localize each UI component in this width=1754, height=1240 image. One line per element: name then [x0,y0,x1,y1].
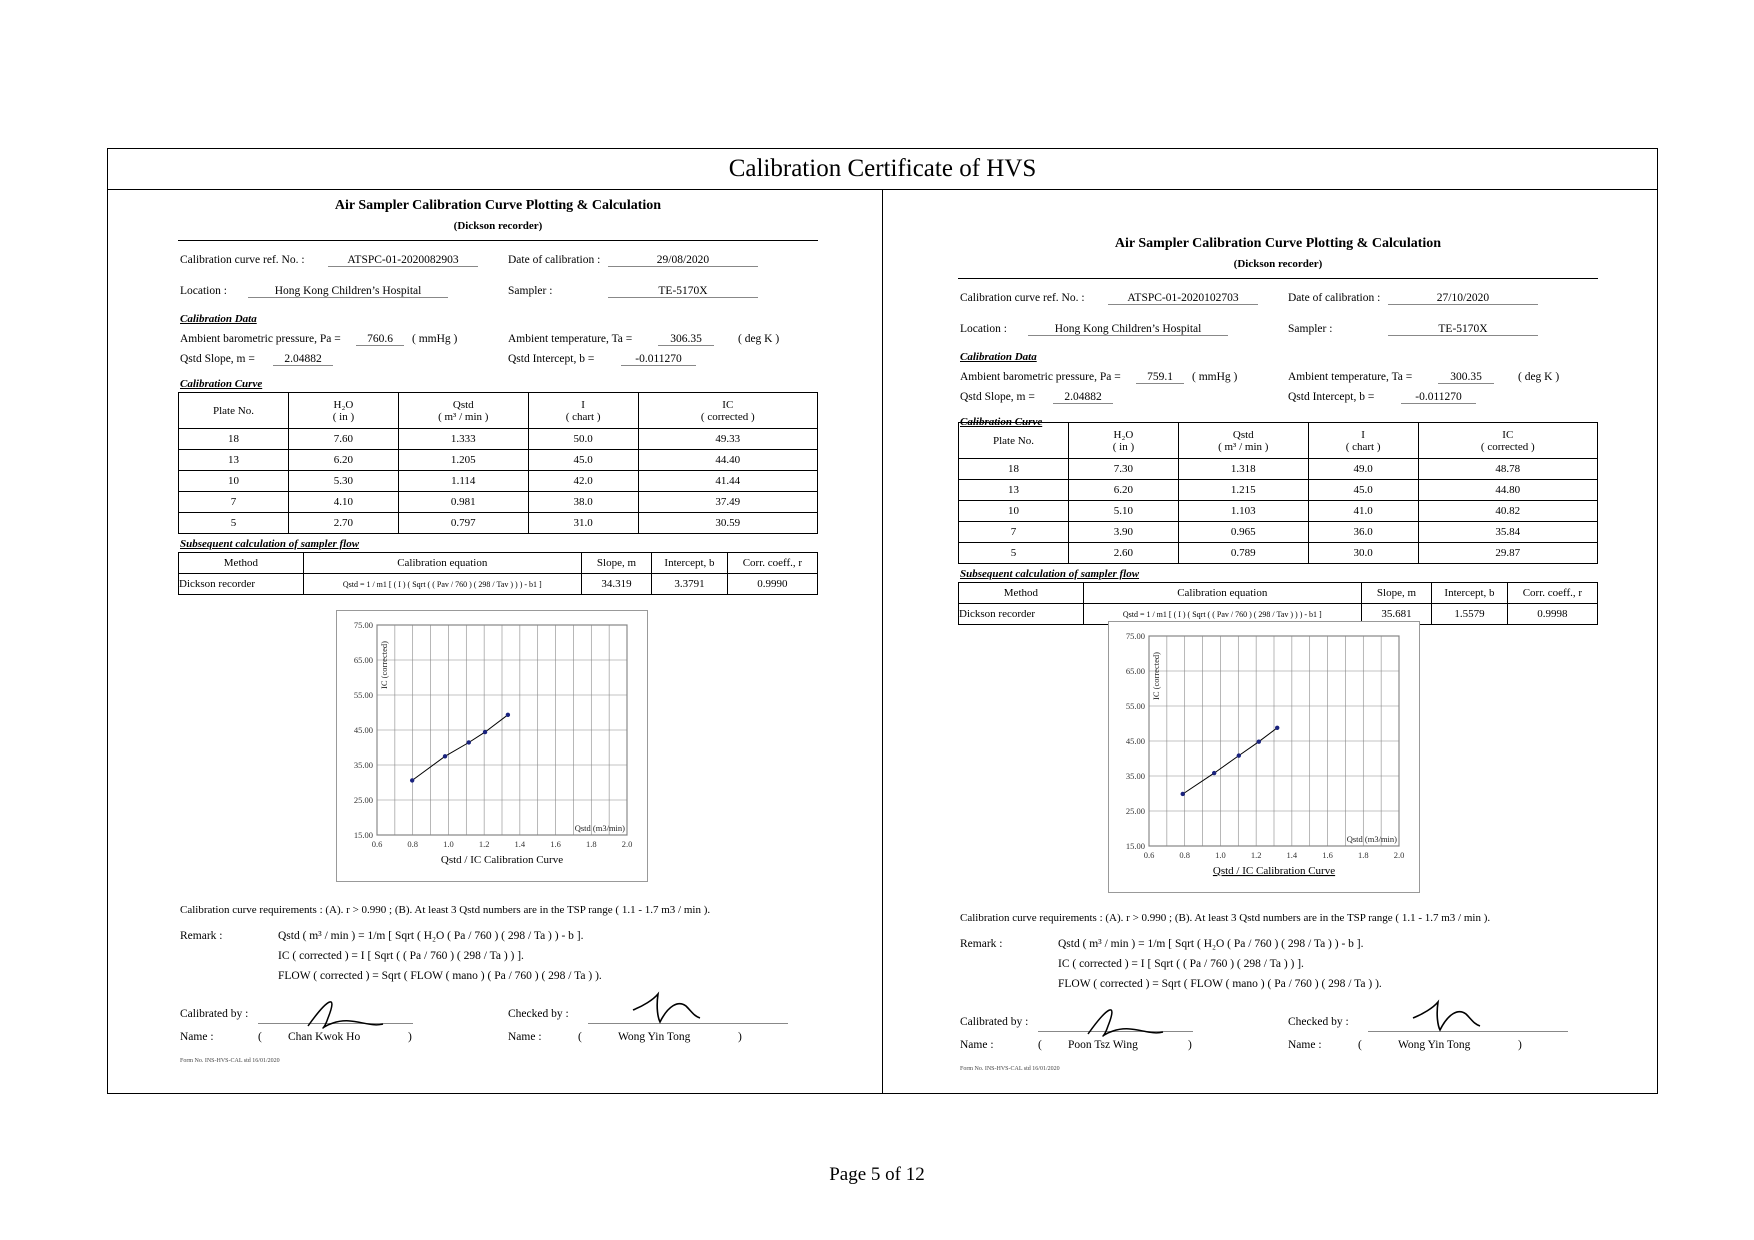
calibrated-name-open: ( [1038,1039,1042,1051]
column-name: Plate No. [213,404,254,417]
pressure-value: 759.1 [1136,371,1184,384]
sampler-label: Sampler : [1288,323,1333,335]
y-tick-label: 15.00 [1125,841,1145,851]
calibration-col-header [638,393,817,429]
remark-flow: FLOW ( corrected ) = Sqrt ( FLOW ( mano ) ( Pa / 760 ) ( 298 / Ta ) ). [1058,978,1382,990]
checked-name-open: ( [1358,1039,1362,1051]
data-point [1212,771,1216,775]
document-title: Calibration Certificate of HVS [108,149,1657,190]
table-row [179,450,818,471]
table-cell: 7.30 [1068,459,1178,480]
table-cell: 35.84 [1418,522,1597,543]
table-cell: 29.87 [1418,543,1597,564]
temperature-label: Ambient temperature, Ta = [508,333,633,345]
flow-col-header: Method [179,553,304,574]
subsequent-calc-heading: Subsequent calculation of sampler flow [180,538,360,550]
remark-ic: IC ( corrected ) = I [ Sqrt ( ( Pa / 760 ) ( 298 / Ta ) ) ]. [1058,958,1304,970]
flow-col-header: Slope, m [1361,583,1431,604]
flow-cell: 35.681 [1361,604,1431,625]
y-tick-label: 65.00 [353,655,373,665]
y-tick-label: 25.00 [1125,806,1145,816]
calibrated-name-label: Name : [180,1031,214,1043]
table-cell: 0.797 [398,513,528,534]
table-cell: 6.20 [288,450,398,471]
flow-col-header: Calibration equation [1083,583,1361,604]
location-label: Location : [960,323,1007,335]
curve-ref-label: Calibration curve ref. No. : [180,254,305,266]
x-tick-label: 1.8 [1357,850,1369,860]
table-cell: 44.40 [638,450,817,471]
table-cell: 30.59 [638,513,817,534]
pressure-unit: ( mmHg ) [412,333,458,345]
flow-cell: Dickson recorder [959,604,1084,625]
y-tick-label: 65.00 [1125,666,1145,676]
table-cell: 18 [179,429,289,450]
pressure-unit: ( mmHg ) [1192,371,1238,383]
y-tick-label: 45.00 [1125,736,1145,746]
flow-col-header: Intercept, b [652,553,728,574]
series-line [1183,728,1277,794]
calibrated-by-label: Calibrated by : [960,1016,1029,1028]
table-cell: 37.49 [638,492,817,513]
remark-ic: IC ( corrected ) = I [ Sqrt ( ( Pa / 760 ) ( 298 / Ta ) ) ]. [278,950,524,962]
checked-name-close: ) [1518,1039,1522,1051]
curve-ref-value: ATSPC-01-2020102703 [1108,292,1258,305]
column-name: I [581,398,585,411]
panel-divider [882,189,883,1093]
table-cell: 1.318 [1178,459,1308,480]
pressure-label: Ambient barometric pressure, Pa = [180,333,341,345]
page-number: Page 5 of 12 [829,1164,925,1185]
intercept-value: -0.011270 [1401,391,1476,404]
flow-table-header [179,553,818,574]
curve-ref-label: Calibration curve ref. No. : [960,292,1085,304]
calibrated-name-close: ) [408,1031,412,1043]
y-tick-label: 75.00 [353,620,373,630]
table-cell: 45.0 [1308,480,1418,501]
calibrated-by-label: Calibrated by : [180,1008,249,1020]
table-row [179,429,818,450]
calibration-table-body [179,429,818,534]
flow-col-header: Slope, m [581,553,651,574]
y-tick-label: 15.00 [353,830,373,840]
y-tick-label: 55.00 [1125,701,1145,711]
title-rule [178,240,818,241]
chart-title: Qstd / IC Calibration Curve [1212,865,1336,877]
calibrated-by-signature [1078,996,1168,1046]
remark-qstd: Qstd ( m³ / min ) = 1/m [ Sqrt ( H₂O ( Pa / 760 ) ( 298 / Ta ) ) - b ]. [1058,938,1364,950]
checked-by-label: Checked by : [508,1008,569,1020]
calibration-col-header [528,393,638,429]
x-tick-label: 1.4 [1286,850,1298,860]
table-cell: 13 [959,480,1069,501]
data-point [506,713,510,717]
table-cell: 44.80 [1418,480,1597,501]
y-tick-label: 75.00 [1125,631,1145,641]
date-label: Date of calibration : [508,254,601,266]
table-cell: 1.205 [398,450,528,471]
date-value: 29/08/2020 [608,254,758,267]
column-unit: ( m³ / min ) [1218,440,1269,453]
calibration-panel-2 [958,236,1598,1116]
table-cell: 5 [959,543,1069,564]
calibration-table-header [959,423,1598,459]
column-name: IC [722,398,734,411]
y-tick-label: 55.00 [353,690,373,700]
table-cell: 40.82 [1418,501,1597,522]
data-point [467,740,471,744]
table-cell: 6.20 [1068,480,1178,501]
flow-cell: 3.3791 [652,574,728,595]
x-axis-label: Qstd (m3/min) [1346,834,1397,844]
table-cell: 1.333 [398,429,528,450]
table-cell: 7 [959,522,1069,543]
series-line [412,715,508,781]
data-point [1275,726,1279,730]
checked-name: Wong Yin Tong [618,1031,691,1043]
y-tick-label: 25.00 [353,795,373,805]
temperature-unit: ( deg K ) [1518,371,1560,383]
flow-cell: 1.5579 [1432,604,1508,625]
flow-table [178,552,818,595]
table-cell: 41.44 [638,471,817,492]
calibration-data-heading: Calibration Data [180,313,257,325]
flow-table [958,582,1598,625]
x-tick-label: 0.6 [1143,850,1155,860]
checked-name-label: Name : [1288,1039,1322,1051]
slope-label: Qstd Slope, m = [180,353,255,365]
calibration-table-header [179,393,818,429]
x-tick-label: 0.6 [371,839,383,849]
table-row [959,543,1598,564]
table-cell: 0.789 [1178,543,1308,564]
table-row [179,471,818,492]
x-tick-label: 1.6 [550,839,561,849]
calibration-chart-svg [337,611,647,881]
table-cell: 2.60 [1068,543,1178,564]
calibrated-name-label: Name : [960,1039,994,1051]
slope-label: Qstd Slope, m = [960,391,1035,403]
table-cell: 10 [959,501,1069,522]
flow-cell: 0.9990 [727,574,817,595]
calibrated-name-close: ) [1188,1039,1192,1051]
flow-col-header: Corr. coeff., r [1507,583,1597,604]
checked-name: Wong Yin Tong [1398,1039,1471,1051]
column-unit: ( in ) [1112,440,1135,453]
date-label: Date of calibration : [1288,292,1381,304]
calibration-col-header [398,393,528,429]
date-value: 27/10/2020 [1388,292,1538,305]
location-value: Hong Kong Children’s Hospital [1028,323,1228,336]
x-tick-label: 2.0 [1393,850,1405,860]
table-cell: 1.114 [398,471,528,492]
table-cell: 10 [179,471,289,492]
calibration-table [958,422,1598,564]
calibration-col-header [1418,423,1597,459]
table-row [959,501,1598,522]
column-unit: ( m³ / min ) [438,410,489,423]
table-cell: 45.0 [528,450,638,471]
table-cell: 5.10 [1068,501,1178,522]
calibration-col-header [1178,423,1308,459]
x-tick-label: 1.6 [1322,850,1333,860]
calibrated-name-open: ( [258,1031,262,1043]
table-cell: 1.215 [1178,480,1308,501]
column-name: Qstd [1232,428,1254,441]
calibration-panel-1 [178,198,818,1078]
flow-cell: Qstd = 1 / m1 [ ( I ) ( Sqrt ( ( Pav / 760 ) ( 298 / Tav ) ) ) - b1 ] [1083,604,1361,625]
intercept-label: Qstd Intercept, b = [508,353,595,365]
table-row [959,480,1598,501]
x-tick-label: 1.4 [514,839,526,849]
column-name: H₂O [333,398,354,411]
temperature-value: 306.35 [658,333,714,346]
data-point [483,730,487,734]
calibration-curve-heading: Calibration Curve [180,378,263,390]
table-cell: 7.60 [288,429,398,450]
calibration-chart [336,610,648,882]
table-cell: 1.103 [1178,501,1308,522]
remark-qstd: Qstd ( m³ / min ) = 1/m [ Sqrt ( H₂O ( Pa / 760 ) ( 298 / Ta ) ) - b ]. [278,930,584,942]
flow-col-header: Method [959,583,1084,604]
table-cell: 36.0 [1308,522,1418,543]
remark-label: Remark : [960,938,1003,950]
panel-title: Air Sampler Calibration Curve Plotting & Calculation [1114,236,1442,251]
calibration-table-body [959,459,1598,564]
calibration-col-header [1068,423,1178,459]
temperature-unit: ( deg K ) [738,333,780,345]
calibration-col-header [959,423,1069,459]
table-cell: 0.981 [398,492,528,513]
x-tick-label: 1.0 [443,839,454,849]
table-cell: 3.90 [1068,522,1178,543]
table-cell: 5 [179,513,289,534]
flow-table-header [959,583,1598,604]
form-number: Form No. INS-HVS-CAL std 16/01/2020 [180,1058,280,1064]
form-number: Form No. INS-HVS-CAL std 16/01/2020 [960,1066,1060,1072]
pressure-label: Ambient barometric pressure, Pa = [960,371,1121,383]
requirements-text: Calibration curve requirements : (A). r > 0.990 ; (B). At least 3 Qstd numbers are in the TSP range ( 1.1 - 1.7 m3 / min ). [960,912,1491,924]
table-row [179,492,818,513]
table-cell: 13 [179,450,289,471]
table-cell: 41.0 [1308,501,1418,522]
curve-ref-value: ATSPC-01-2020082903 [328,254,478,267]
x-tick-label: 0.8 [1179,850,1191,860]
data-point [1237,753,1241,757]
table-cell: 4.10 [288,492,398,513]
x-tick-label: 2.0 [621,839,633,849]
y-tick-label: 35.00 [353,760,373,770]
x-tick-label: 1.2 [1250,850,1262,860]
panel-subtitle: (Dickson recorder) [453,220,543,232]
calibration-table [178,392,818,534]
table-cell: 30.0 [1308,543,1418,564]
column-unit: ( corrected ) [1480,440,1535,453]
calibrated-by-signature [298,988,388,1038]
column-name: I [1361,428,1365,441]
column-name: Plate No. [993,434,1034,447]
column-name: Qstd [452,398,474,411]
flow-col-header: Corr. coeff., r [727,553,817,574]
sampler-value: TE-5170X [1388,323,1538,336]
checked-by-label: Checked by : [1288,1016,1349,1028]
table-cell: 49.0 [1308,459,1418,480]
calibration-chart-svg [1109,622,1419,892]
x-tick-label: 1.2 [478,839,490,849]
sampler-label: Sampler : [508,285,553,297]
flow-col-header: Intercept, b [1432,583,1508,604]
x-tick-label: 1.0 [1215,850,1226,860]
flow-cell: Qstd = 1 / m1 [ ( I ) ( Sqrt ( ( Pav / 760 ) ( 298 / Tav ) ) ) - b1 ] [303,574,581,595]
subsequent-calc-heading: Subsequent calculation of sampler flow [960,568,1140,580]
flow-col-header: Calibration equation [303,553,581,574]
location-value: Hong Kong Children’s Hospital [248,285,448,298]
calibration-chart [1108,621,1420,893]
flow-cell: Dickson recorder [179,574,304,595]
requirements-text: Calibration curve requirements : (A). r > 0.990 ; (B). At least 3 Qstd numbers are in the TSP range ( 1.1 - 1.7 m3 / min ). [180,904,711,916]
calibration-data-heading: Calibration Data [960,351,1037,363]
column-name: H₂O [1113,428,1134,441]
pressure-value: 760.6 [356,333,404,346]
intercept-value: -0.011270 [621,353,696,366]
table-cell: 38.0 [528,492,638,513]
data-point [1181,792,1185,796]
table-cell: 7 [179,492,289,513]
calibration-col-header [1308,423,1418,459]
flow-cell: 0.9998 [1507,604,1597,625]
table-cell: 31.0 [528,513,638,534]
sampler-value: TE-5170X [608,285,758,298]
data-point [410,778,414,782]
intercept-label: Qstd Intercept, b = [1288,391,1375,403]
title-rule [958,278,1598,279]
column-unit: ( chart ) [1345,440,1381,453]
remark-label: Remark : [180,930,223,942]
calibrated-name: Poon Tsz Wing [1068,1039,1138,1051]
checked-name-open: ( [578,1031,582,1043]
table-cell: 5.30 [288,471,398,492]
table-cell: 49.33 [638,429,817,450]
flow-cell: 34.319 [581,574,651,595]
column-name: IC [1502,428,1514,441]
x-tick-label: 0.8 [407,839,419,849]
table-cell: 2.70 [288,513,398,534]
y-axis-label: IC (corrected) [379,641,389,689]
table-cell: 50.0 [528,429,638,450]
table-row [959,459,1598,480]
temperature-value: 300.35 [1438,371,1494,384]
checked-by-signature [628,988,708,1028]
x-axis-label: Qstd (m3/min) [574,823,625,833]
panel-subtitle: (Dickson recorder) [1233,258,1323,270]
table-cell: 48.78 [1418,459,1597,480]
panel-title: Air Sampler Calibration Curve Plotting & Calculation [334,198,662,213]
table-row [959,522,1598,543]
table-cell: 42.0 [528,471,638,492]
calibration-curve-heading: Calibration Curve [960,416,1043,428]
slope-value: 2.04882 [273,353,333,366]
data-point [443,754,447,758]
calibration-col-header [179,393,289,429]
y-tick-label: 45.00 [353,725,373,735]
calibration-col-header [288,393,398,429]
column-unit: ( corrected ) [700,410,755,423]
table-cell: 18 [959,459,1069,480]
checked-name-label: Name : [508,1031,542,1043]
chart-title: Qstd / IC Calibration Curve [440,854,564,866]
remark-flow: FLOW ( corrected ) = Sqrt ( FLOW ( mano ) ( Pa / 760 ) ( 298 / Ta ) ). [278,970,602,982]
data-point [1257,740,1261,744]
checked-by-signature [1408,996,1488,1036]
table-cell: 0.965 [1178,522,1308,543]
table-row [179,513,818,534]
column-unit: ( chart ) [565,410,601,423]
y-tick-label: 35.00 [1125,771,1145,781]
location-label: Location : [180,285,227,297]
flow-table-row [179,574,818,595]
column-unit: ( in ) [332,410,355,423]
slope-value: 2.04882 [1053,391,1113,404]
temperature-label: Ambient temperature, Ta = [1288,371,1413,383]
calibrated-name: Chan Kwok Ho [288,1031,361,1043]
y-axis-label: IC (corrected) [1151,652,1161,700]
checked-name-close: ) [738,1031,742,1043]
x-tick-label: 1.8 [585,839,597,849]
